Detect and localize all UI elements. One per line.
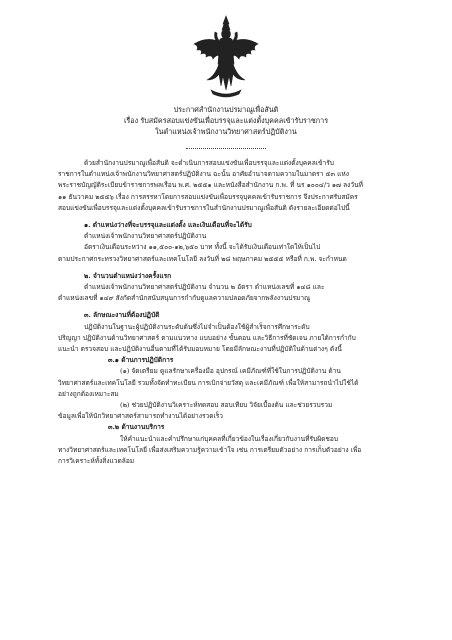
intro-line: ๑๑ ธันวาคม ๒๕๕๖ เรื่อง การสรรหาโดยการสอบแข่งขันเพื่อบรรจุบุคคลเข้ารับราชการ จึงประกาศรับสมัคร	[58, 192, 358, 201]
section-3-heading: ๓. ลักษณะงานที่ต้องปฏิบัติ	[84, 311, 160, 320]
section-3-line: ปฏิบัติงานในฐานะผู้ปฏิบัติงานระดับต้นซึ่งไม่จำเป็นต้องใช้ผู้สำเร็จการศึกษาระดับ	[84, 322, 310, 331]
intro-line: ด้วยสำนักงานปรมาณูเพื่อสันติ จะดำเนินการสอบแข่งขันเพื่อบรรจุและแต่งตั้งบุคคลเข้ารับ	[84, 159, 334, 167]
section-3-1-item: อย่างถูกต้องเหมาะสม	[58, 389, 119, 398]
section-3-line: แนะนำ ตรวจสอบ และปฏิบัติงานอื่นตามที่ได้รับมอบหมาย โดยมีลักษณะงานที่ปฏิบัติในด้านต่างๆ ดังนี้	[58, 345, 342, 354]
section-3-1-item: วิทยาศาสตร์และเทคโนโลยี รวมทั้งจัดทำทะเบียน การเบิกจ่ายวัสดุ และเคมีภัณฑ์ เพื่อให้สามารถนำไปใช้ได้	[58, 378, 359, 387]
section-1-heading: ๑. ตำแหน่งว่างที่จะบรรจุและแต่งตั้ง และเงินเดือนที่จะได้รับ	[84, 221, 252, 230]
announcement-title	[60, 104, 392, 137]
section-3-2-line: ให้คำแนะนำและคำปรึกษาแก่บุคคลที่เกี่ยวข้องในเรื่องเกี่ยวกับงานที่รับผิดชอบ	[120, 434, 338, 443]
title-line-subject: เรื่อง รับสมัครสอบแข่งขันเพื่อบรรจุและแต่งตั้งบุคคลเข้ารับราชการ	[123, 116, 329, 125]
section-3-2-heading: ๓.๒ ด้านงานบริการ	[108, 423, 165, 432]
section-3-2-line: การวิเคราะห์ทั้งสิ่งแวดล้อม	[58, 457, 135, 466]
intro-line: สอบแข่งขันเพื่อบรรจุและแต่งตั้งบุคคลเข้ารับราชการในสำนักงานปรมาณูเพื่อสันติ ดังรายละเอียดต่อไปนี้	[58, 203, 350, 212]
intro-line: ราชการในตำแหน่งเจ้าพนักงานวิทยาศาสตร์ปฏิบัติงาน ฉะนั้น อาศัยอำนาจตามความในมาตรา ๕๓ แห่ง	[58, 170, 349, 179]
section-3-2-line: ทางวิทยาศาสตร์และเทคโนโลยี เพื่อส่งเสริมความรู้ความเข้าใจ เช่น การเตรียมตัวอย่าง การเก็บตัวอย่าง เพื่อ	[58, 445, 362, 454]
section-1-line: อัตราเงินเดือนระหว่าง ๑๑,๕๐๐-๑๒,๖๕๐ บาท ทั้งนี้ จะได้รับเงินเดือนเท่าใดให้เป็นไป	[84, 243, 321, 252]
intro-line: พระราชบัญญัติระเบียบข้าราชการพลเรือน พ.ศ. ๒๕๕๑ และหนังสือสำนักงาน ก.พ. ที่ นร ๑๐๐๔/ว ๑๗ ลงวันที่	[58, 181, 363, 190]
title-line-position: ในตำแหน่งเจ้าพนักงานวิทยาศาสตร์ปฏิบัติงาน	[155, 127, 297, 136]
title-divider	[186, 148, 266, 149]
title-line-agency: ประกาศสำนักงานปรมาณูเพื่อสันติ	[173, 105, 279, 114]
section-3-line: ปริญญา ปฏิบัติงานด้านวิทยาศาสตร์ ตามแนวทาง แบบอย่าง ขั้นตอน และวิธีการที่ชัดเจน ภายใต้การกำกับ	[58, 333, 356, 342]
section-3-1-item: (๒) ช่วยปฏิบัติงานวิเคราะห์ทดสอบ สอบเทียบ วิจัยเบื้องต้น และช่วยรวบรวม	[120, 401, 333, 410]
section-1-line: ตามประกาศกระทรวงวิทยาศาสตร์และเทคโนโลยี ลงวันที่ ๒๘ พฤษภาคม ๒๕๕๕ หรือที่ ก.พ. จะกำหนด	[58, 254, 347, 263]
section-2-line: ตำแหน่งเจ้าพนักงานวิทยาศาสตร์ปฏิบัติงาน จำนวน ๒ อัตรา ตำแหน่งเลขที่ ๑๔๘ และ	[84, 283, 325, 292]
section-2-heading: ๒. จำนวนตำแหน่งว่างครั้งแรก	[84, 271, 172, 280]
announcement-body	[58, 158, 400, 467]
section-3-1-item: (๑) จัดเตรียม ดูแลรักษาเครื่องมือ อุปกรณ์ เคมีภัณฑ์ที่ใช้ในการปฏิบัติงาน ด้าน	[120, 367, 341, 376]
section-3-1-heading: ๓.๑ ด้านการปฏิบัติการ	[108, 356, 174, 365]
section-1-line: ตำแหน่งเจ้าพนักงานวิทยาศาสตร์ปฏิบัติงาน	[84, 232, 207, 241]
garuda-emblem-icon	[189, 14, 263, 98]
section-3-1-item: ข้อมูลเพื่อให้นักวิทยาศาสตร์สามารถทำงานได้อย่างรวดเร็ว	[58, 412, 223, 421]
section-2-line: ตำแหน่งเลขที่ ๑๔๙ สังกัดสำนักสนับสนุนการกำกับดูแลความปลอดภัยจากพลังงานปรมาณู	[58, 294, 311, 303]
